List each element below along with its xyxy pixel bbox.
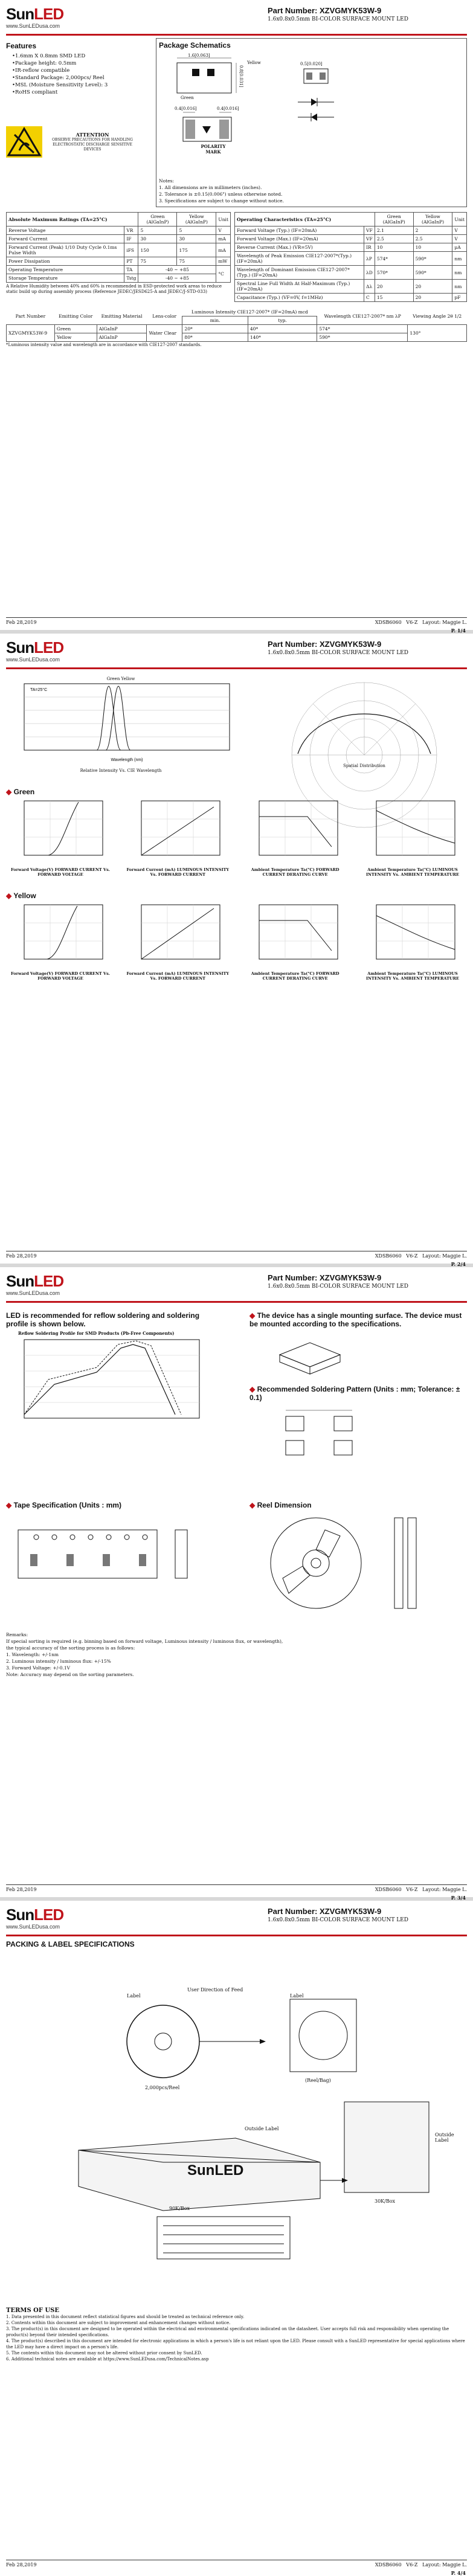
diamond-icon: ◆ — [249, 1311, 256, 1320]
curve-plot — [12, 902, 109, 969]
mount-title: The device has a single mounting surface. The device must be mounted according to the specifications. — [249, 1311, 462, 1328]
outside-label: Outside Label — [245, 2126, 279, 2131]
table-row: Yellow AlGaInP 80* 140* 590* — [7, 333, 467, 342]
logo-led: LED — [34, 1906, 64, 1924]
selection-note: *Luminous intensity value and wavelength are in accordance with CIE127-2007 standards. — [6, 342, 202, 347]
terms-item[interactable]: 6. Additional technical notes are available at https://www.SunLEDusa.com/TechnicalNotes.asp — [6, 2357, 209, 2362]
col-header: Wavelength CIE127-2007* nm λP — [324, 313, 401, 319]
remark-item: Note: Accuracy may depend on the sorting parameters. — [6, 1672, 134, 1677]
reflow-chart-title: Reflow Soldering Profile for SMD Products (Pb-Free Components) — [18, 1331, 175, 1336]
table-title: Absolute Maximum Ratings (TA=25°C) — [7, 213, 138, 226]
table-row: Wavelength of Dominant Emission CIE127-2007*(Typ.) (IF=20mA) λD 570* 590* nm — [235, 266, 467, 280]
header-rule — [6, 1935, 467, 1936]
feature-item: • RoHS compliant — [12, 89, 151, 96]
header-rule — [6, 34, 467, 36]
website-url[interactable]: www.SunLEDusa.com — [6, 657, 60, 663]
col-header: Green (AlGaInP) — [138, 213, 177, 226]
table-row: Capacitance (Typ.) (VF=0V, f=1MHz) C 15 20 pF — [235, 294, 467, 302]
esd-warning-icon — [6, 126, 42, 158]
logo-sun: Sun — [6, 1906, 34, 1924]
website-url[interactable]: www.SunLEDusa.com — [6, 23, 60, 29]
remarks — [6, 1631, 344, 1678]
diamond-icon: ◆ — [249, 1501, 256, 1509]
logo[interactable] — [6, 1273, 63, 1296]
tape-section — [6, 1497, 224, 1617]
footer-date: Feb 28,2019 — [6, 2562, 37, 2568]
terms-item: 4. The product(s) described in this document are intended for electronic applications in which a person's life is not reliant upon the LED. Please consult with a SunLED representative for special applications where the LED may have a direct impact on a person's life. — [6, 2339, 465, 2350]
logo-sun: Sun — [6, 638, 34, 657]
page-number: P. 1/4 — [451, 628, 466, 634]
page-2 — [0, 634, 473, 1267]
terms-title: TERMS OF USE — [6, 2307, 60, 2314]
feature-item: • IR-reflow compatible — [12, 67, 151, 74]
yellow-section-title: Yellow — [13, 891, 36, 900]
footer-layout: Layout: Maggie L. — [422, 2562, 467, 2568]
label-green: Green — [181, 95, 194, 100]
page-number: P. 3/4 — [451, 1895, 466, 1901]
footer-rev: V6-Z — [406, 1887, 418, 1892]
tape-drawing — [6, 1512, 224, 1602]
green-section-title: Green — [13, 788, 35, 796]
polarity-mark-label: POLARITY MARK — [201, 144, 226, 155]
spectrum-ta: TA=25°C — [30, 688, 48, 692]
logo-led: LED — [34, 638, 64, 657]
table-row: XZVGMYK53W-9 Green AlGaInP Water Clear 20* 40* 574* 130° — [7, 325, 467, 333]
attention-text: OBSERVE PRECAUTIONS FOR HANDLING ELECTROSTATIC DISCHARGE SENSITIVE DEVICES — [52, 138, 133, 152]
curve-caption: Ambient Temperature Ta(°C) LUMINOUS INTENSITY Vs. AMBIENT TEMPERATURE — [366, 867, 459, 877]
terms-of-use — [6, 2307, 467, 2362]
col-header: Yellow (AlGaInP) — [413, 213, 452, 226]
op-char-table — [234, 212, 467, 302]
outside-label: Outside Label — [435, 2132, 454, 2143]
page-footer — [6, 2560, 467, 2568]
absolute-max-ratings — [6, 212, 231, 302]
table-title: Operating Characteristics (TA=25°C) — [235, 213, 375, 226]
reflow-section — [6, 1308, 224, 1473]
subtitle: 1.6x0.8x0.5mm BI-COLOR SURFACE MOUNT LED — [268, 1283, 408, 1290]
page-footer — [6, 617, 467, 625]
table-row: Operating Temperature TA -40 ~ +85 °C — [7, 266, 231, 274]
page-header — [6, 1901, 467, 1933]
footer-layout: Layout: Maggie L. — [422, 1253, 467, 1259]
diamond-icon: ◆ — [6, 891, 12, 900]
note-item: 3. Specifications are subject to change without notice. — [159, 198, 284, 204]
table-row: Reverse Voltage VR 5 5 V — [7, 226, 231, 235]
schematic-notes — [159, 178, 284, 204]
website-url[interactable]: www.SunLEDusa.com — [6, 1290, 60, 1296]
diamond-icon: ◆ — [6, 788, 12, 796]
curve-card — [123, 902, 232, 981]
curve-card — [358, 798, 467, 877]
label-yellow: Yellow — [247, 60, 261, 65]
feed-direction-label: User Direction of Feed — [187, 1987, 243, 1993]
remark-item: 3. Forward Voltage: +/-0.1V — [6, 1665, 71, 1671]
curve-caption: Ambient Temperature Ta(°C) FORWARD CURRENT DERATING CURVE — [251, 867, 339, 877]
mounting-section — [249, 1308, 467, 1473]
reel-title: Reel Dimension — [257, 1501, 312, 1509]
subtitle: 1.6x0.8x0.5mm BI-COLOR SURFACE MOUNT LED — [268, 1917, 408, 1923]
terms-item: 3. The product(s) in this document are designed to be operated within the electrical and environmental specifications indicated on the datasheet. User accepts full risk and responsibility when operating the product(s) beyond their intended specifications. — [6, 2327, 449, 2337]
feature-item: • Package height: 0.5mm — [12, 60, 151, 67]
reel-bag-label: (Reel/Bag) — [305, 2078, 331, 2083]
col-header: Unit — [452, 213, 467, 226]
diamond-icon: ◆ — [6, 1501, 12, 1509]
col-header: Viewing Angle 2θ 1/2 — [413, 313, 462, 319]
terms-item: 5. The contents within this document may not be altered without prior consent by SunLED. — [6, 2351, 202, 2356]
curve-plot — [129, 902, 226, 969]
table-row: Reverse Current (Max.) (VR=5V) IR 10 10 µA — [235, 243, 467, 252]
footer-date: Feb 28,2019 — [6, 620, 37, 625]
curve-caption: Forward Current (mA) LUMINOUS INTENSITY Vs. FORWARD CURRENT — [126, 971, 230, 981]
dimension-label: 0.8[0.031] — [239, 65, 243, 88]
packing-diagram — [6, 1951, 467, 2265]
subtitle: 1.6x0.8x0.5mm BI-COLOR SURFACE MOUNT LED — [268, 650, 408, 656]
curve-plot — [364, 902, 461, 969]
curve-caption: Ambient Temperature Ta(°C) LUMINOUS INTENSITY Vs. AMBIENT TEMPERATURE — [366, 971, 459, 981]
curve-plot — [12, 798, 109, 865]
logo[interactable] — [6, 6, 63, 29]
footer-layout: Layout: Maggie L. — [422, 620, 467, 625]
esd-attention — [6, 126, 151, 158]
logo-led: LED — [34, 5, 64, 23]
page-footer — [6, 1251, 467, 1259]
curve-plot — [129, 798, 226, 865]
reel-quantity: 2,000pcs/Reel — [145, 2085, 180, 2090]
remarks-title: Remarks: — [6, 1632, 28, 1637]
col-header: Emitting Color — [59, 313, 93, 319]
reel-drawing — [249, 1512, 467, 1614]
reel-section — [249, 1497, 467, 1617]
abs-note: A Relative Humidity between 40% and 60% is recommended in ESD-protected work areas to reduce static build up during assembly process (Reference JEDEC/JESD625-A and JEDEC/J-STD-033) — [6, 284, 222, 294]
box-30k-label: 30K/Box — [375, 2199, 396, 2204]
note-item: 2. Tolerance is ±0.15(0.006") unless otherwise noted. — [159, 191, 283, 197]
table-row: Forward Current IF 30 30 mA — [7, 235, 231, 243]
col-header: Emitting Material — [101, 313, 143, 319]
spectrum-plot — [6, 681, 236, 766]
header-rule — [6, 667, 467, 669]
diamond-icon: ◆ — [249, 1385, 256, 1393]
footer-doc: XDSB6060 — [375, 620, 402, 625]
attention-title: ATTENTION — [76, 132, 109, 138]
notes-title: Notes: — [159, 178, 174, 184]
col-header: typ. — [248, 316, 317, 325]
remark-item: If special sorting is required (e.g. binning based on forward voltage, Luminous intensity / luminous flux, or wavelength), — [6, 1639, 283, 1644]
table-row: Forward Current (Peak) 1/10 Duty Cycle 0.1ms Pulse Width iFS 150 175 mA — [7, 243, 231, 257]
col-header: Yellow (AlGaInP) — [177, 213, 216, 226]
page-number: P. 2/4 — [451, 1261, 466, 1267]
footer-doc: XDSB6060 — [375, 1887, 402, 1892]
footer-date: Feb 28,2019 — [6, 1887, 37, 1892]
col-header: Green (AlGaInP) — [375, 213, 413, 226]
reflow-profile-plot — [6, 1336, 211, 1433]
terms-item: 1. Data presented in this document reflect statistical figures and should be treated as technical reference only. — [6, 2314, 245, 2319]
table-row: Forward Voltage (Max.) (IF=20mA) VF 2.5 2.5 V — [235, 235, 467, 243]
spectrum-xlabel: Wavelength (nm) — [111, 758, 143, 762]
logo-sun: Sun — [6, 1272, 34, 1290]
footer-rev: V6-Z — [406, 2562, 418, 2568]
package-schematics — [156, 38, 467, 207]
box-logo: SunLED — [187, 2162, 244, 2179]
pattern-title: Recommended Soldering Pattern (Units : mm; Tolerance: ± 0.1) — [249, 1385, 460, 1402]
packing-title: PACKING & LABEL SPECIFICATIONS — [6, 1940, 135, 1948]
packing-drawing — [6, 1951, 467, 2265]
part-number: Part Number: XZVGMYK53W-9 — [268, 1273, 382, 1282]
logo[interactable] — [6, 640, 63, 663]
curve-card — [6, 798, 115, 877]
curve-caption: Forward Current (mA) LUMINOUS INTENSITY Vs. FORWARD CURRENT — [126, 867, 230, 877]
page-footer — [6, 1884, 467, 1892]
col-header: min. — [182, 316, 248, 325]
table-row: Forward Voltage (Typ.) (IF=20mA) VF 2.1 2 V — [235, 226, 467, 235]
part-number: Part Number: XZVGMYK53W-9 — [268, 6, 382, 15]
operating-characteristics — [234, 212, 467, 302]
tape-title: Tape Specification (Units : mm) — [13, 1501, 122, 1509]
curve-card — [241, 798, 350, 877]
col-header: Lens-color — [152, 313, 177, 319]
box-90k-label: 90K/Box — [169, 2206, 190, 2211]
curve-plot — [247, 902, 344, 969]
curve-card — [241, 902, 350, 981]
page-header — [6, 0, 467, 33]
curve-plot — [364, 798, 461, 865]
curve-card — [6, 902, 115, 981]
curve-card — [123, 798, 232, 877]
yellow-curves — [6, 902, 467, 981]
feature-item: • 1.6mm X 0.8mm SMD LED — [12, 53, 151, 60]
page-header — [6, 1267, 467, 1300]
website-url[interactable]: www.SunLEDusa.com — [6, 1924, 60, 1930]
spatial-distribution — [262, 676, 467, 773]
logo-led: LED — [34, 1272, 64, 1290]
terms-item: 2. Contents within this document are subject to improvement and enhancement changes without notice. — [6, 2321, 231, 2325]
green-curves — [6, 798, 467, 877]
curve-caption: Forward Voltage(V) FORWARD CURRENT Vs. FORWARD VOLTAGE — [10, 867, 111, 877]
schematic-drawing — [159, 51, 461, 175]
col-header: Part Number — [15, 313, 46, 319]
schematics-title: Package Schematics — [159, 41, 231, 50]
page-number: P. 4/4 — [451, 2570, 466, 2576]
page-4 — [0, 1901, 473, 2576]
footer-doc: XDSB6060 — [375, 2562, 402, 2568]
spectrum-title: Green Yellow — [106, 676, 135, 681]
remark-item: 1. Wavelength: +/-1nm — [6, 1652, 59, 1657]
spatial-plot — [280, 676, 449, 761]
reflow-title: LED is recommended for reflow soldering and soldering profile is shown below. — [6, 1311, 200, 1328]
table-row: Spectral Line Full Width At Half-Maximum (Typ.) (IF=20mA) Δλ 20 20 nm — [235, 280, 467, 294]
footer-layout: Layout: Maggie L. — [422, 1887, 467, 1892]
feature-item: • Standard Package: 2,000pcs/ Reel — [12, 74, 151, 82]
label-text: Label — [290, 1993, 304, 1999]
features-title: Features — [6, 42, 37, 50]
abs-ratings-table — [6, 212, 231, 283]
part-number: Part Number: XZVGMYK53W-9 — [268, 640, 382, 649]
features-section — [6, 38, 151, 207]
footer-doc: XDSB6060 — [375, 1253, 402, 1259]
footer-rev: V6-Z — [406, 620, 418, 625]
dimension-label: 0.4[0.016] — [217, 106, 239, 111]
note-item: 1. All dimensions are in millimeters (inches). — [159, 185, 262, 190]
spectrum-chart — [6, 676, 236, 773]
footer-date: Feb 28,2019 — [6, 1253, 37, 1259]
page-1 — [0, 0, 473, 634]
dimension-label: 0.5[0.020] — [300, 62, 323, 66]
curve-caption: Forward Voltage(V) FORWARD CURRENT Vs. FORWARD VOLTAGE — [10, 971, 111, 981]
curve-card — [358, 902, 467, 981]
table-row: Power Dissipation PT 75 75 mW — [7, 257, 231, 266]
curve-caption: Ambient Temperature Ta(°C) FORWARD CURRENT DERATING CURVE — [251, 971, 339, 981]
footer-rev: V6-Z — [406, 1253, 418, 1259]
remark-item: the typical accuracy of the sorting process is as follows: — [6, 1645, 135, 1651]
page-3 — [0, 1267, 473, 1901]
dimension-label: 0.4[0.016] — [175, 106, 197, 111]
subtitle: 1.6x0.8x0.5mm BI-COLOR SURFACE MOUNT LED — [268, 16, 408, 22]
table-row: Wavelength of Peak Emission CIE127-2007*(Typ.) (IF=20mA) λP 574* 590* nm — [235, 252, 467, 266]
part-number: Part Number: XZVGMYK53W-9 — [268, 1907, 382, 1916]
selection-table — [6, 308, 467, 342]
curve-plot — [247, 798, 344, 865]
dimension-label: 1.6[0.063] — [188, 53, 210, 58]
label-text: Label — [127, 1993, 141, 1999]
header-rule — [6, 1301, 467, 1303]
logo[interactable] — [6, 1907, 63, 1930]
mounting-device-drawing — [274, 1331, 346, 1379]
remark-item: 2. Luminous intensity / luminous flux: +/-15% — [6, 1659, 111, 1664]
spectrum-caption: Relative Intensity Vs. CIE Wavelength — [80, 768, 162, 773]
table-row: Storage Temperature Tstg -40 ~ +85 — [7, 274, 231, 283]
page-header — [6, 634, 467, 666]
logo-sun: Sun — [6, 5, 34, 23]
col-header: Unit — [216, 213, 231, 226]
soldering-pattern-drawing — [274, 1404, 370, 1471]
spatial-caption: Spatial Distribution — [343, 763, 385, 768]
col-header: Luminous Intensity CIE127-2007* (IF=20mA) mcd — [191, 309, 308, 315]
feature-item: • MSL (Moisture Sensitivity Level): 3 — [12, 82, 151, 89]
